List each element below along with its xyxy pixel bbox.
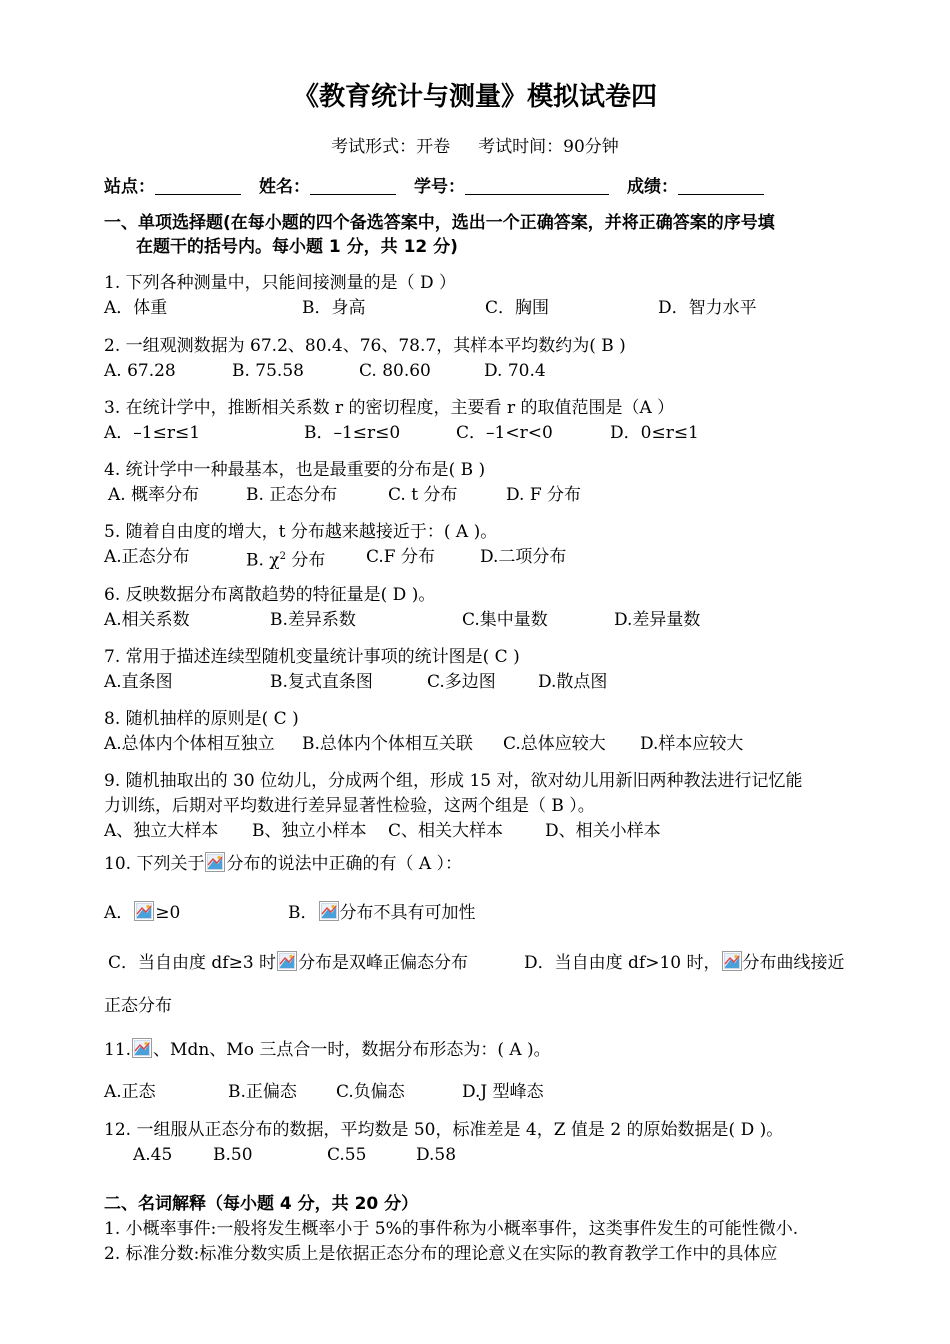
q10-option-d-text-start: D．当自由度 df>10 时， (524, 953, 721, 973)
q10-option-a-label: A． (104, 903, 134, 923)
q10-stem-start: 10. 下列关于 (104, 854, 205, 874)
q10-option-c-text-start: C．当自由度 df≥3 时 (108, 953, 277, 973)
section1-heading-line2: 在题干的括号内。每小题 1 分，共 12 分) (136, 237, 458, 257)
q3-stem: 3. 在统计学中，推断相关系数 r 的密切程度，主要看 r 的取值范围是（A ） (104, 398, 675, 418)
q10-stem-end: 分布的说法中正确的有（ A ）： (226, 854, 463, 874)
q10-option-d-continued: 正态分布 (104, 996, 172, 1016)
q3-option-a: A．–1≤r≤1 (104, 423, 201, 443)
q10-option-b-text: 分布不具有可加性 (339, 903, 476, 923)
q10-option-c (108, 951, 468, 974)
broken-image-icon (132, 1038, 152, 1058)
q8-option-b: B.总体内个体相互关联 (302, 734, 473, 754)
q6-option-d: D.差异量数 (614, 610, 701, 630)
q1-option-b: B．身高 (302, 298, 366, 318)
student-info-row (104, 176, 782, 198)
broken-image-icon (134, 901, 154, 921)
q6-option-c: C.集中量数 (462, 610, 548, 630)
broken-image-icon (277, 951, 297, 971)
q3-option-b: B．–1≤r≤0 (304, 423, 401, 443)
score-label: 成绩： (627, 177, 678, 197)
q8-option-c: C.总体应较大 (503, 734, 606, 754)
id-label: 学号： (414, 177, 465, 197)
q5-option-c: C.F 分布 (366, 547, 436, 567)
broken-image-icon (205, 852, 225, 872)
q11-option-d: D.J 型峰态 (462, 1082, 544, 1102)
q1-option-c: C．胸围 (485, 298, 550, 318)
section2-heading: 二、名词解释（每小题 4 分，共 20 分） (104, 1194, 419, 1214)
exam-form: 考试形式：开卷 (331, 137, 451, 157)
q5-option-b (246, 546, 325, 572)
definition-1: 1. 小概率事件:一般将发生概率小于 5%的事件称为小概率事件，这类事件发生的可能性微小. (104, 1219, 799, 1239)
q1-stem: 1. 下列各种测量中，只能间接测量的是（ D ） (104, 273, 457, 293)
name-label: 姓名： (259, 177, 310, 197)
q5-option-a: A.正态分布 (104, 547, 190, 567)
q4-option-d: D. F 分布 (506, 485, 582, 505)
id-blank (465, 177, 609, 195)
q10-option-d (524, 951, 845, 974)
section1-heading-line1: 一、单项选择题(在每小题的四个备选答案中，选出一个正确答案，并将正确答案的序号填 (104, 213, 775, 233)
station-label: 站点： (104, 177, 155, 197)
q4-stem: 4. 统计学中一种最基本，也是最重要的分布是( B ) (104, 460, 486, 480)
q11-option-a: A.正态 (104, 1082, 156, 1102)
q1-option-a: A．体重 (104, 298, 168, 318)
q11-number: 11. (104, 1040, 132, 1060)
broken-image-icon (319, 901, 339, 921)
q7-stem: 7. 常用于描述连续型随机变量统计事项的统计图是( C ) (104, 647, 520, 667)
score-blank (678, 177, 764, 195)
q4-option-b: B. 正态分布 (246, 485, 338, 505)
q4-option-a: A. 概率分布 (108, 485, 200, 505)
q10-option-b (288, 901, 476, 924)
station-blank (155, 177, 241, 195)
q9-option-a: A、独立大样本 (104, 821, 219, 841)
q7-option-d: D.散点图 (538, 672, 608, 692)
q5-option-d: D.二项分布 (480, 547, 567, 567)
q10-option-a (104, 901, 180, 924)
definition-2: 2. 标准分数:标准分数实质上是依据正态分布的理论意义在实际的教育教学工作中的具体应 (104, 1244, 778, 1264)
q11-option-c: C.负偏态 (336, 1082, 405, 1102)
broken-image-icon (722, 951, 742, 971)
q7-option-a: A.直条图 (104, 672, 173, 692)
q1-option-d: D．智力水平 (658, 298, 757, 318)
q3-option-c: C．–1<r<0 (456, 423, 553, 443)
q5-option-b-superscript: 2 (279, 551, 286, 562)
page-title: 《教育统计与测量》模拟试卷四 (292, 82, 657, 112)
q12-option-c: C.55 (327, 1145, 367, 1165)
q6-option-a: A.相关系数 (104, 610, 190, 630)
name-blank (310, 177, 396, 195)
q10-option-a-text: ≥0 (155, 903, 181, 923)
q10-option-b-label: B． (288, 903, 318, 923)
q8-option-d: D.样本应较大 (640, 734, 744, 754)
q8-stem: 8. 随机抽样的原则是( C ) (104, 709, 299, 729)
q9-option-d: D、相关小样本 (545, 821, 661, 841)
q3-option-d: D．0≤r≤1 (610, 423, 699, 443)
q12-option-b: B.50 (213, 1145, 253, 1165)
q9-stem-line2: 力训练，后期对平均数进行差异显著性检验，这两个组是（ B ）。 (104, 796, 595, 816)
q9-option-b: B、独立小样本 (252, 821, 367, 841)
q6-option-b: B.差异系数 (270, 610, 356, 630)
q7-option-b: B.复式直条图 (270, 672, 373, 692)
q12-stem: 12. 一组服从正态分布的数据，平均数是 50，标准差是 4，Z 值是 2 的原始数据是( D )。 (104, 1120, 784, 1140)
q10-option-c-text-end: 分布是双峰正偏态分布 (298, 953, 469, 973)
q5-option-b-text: B. χ (246, 550, 280, 571)
q7-option-c: C.多边图 (427, 672, 496, 692)
q2-option-a: A. 67.28 (104, 361, 176, 381)
q12-option-a: A.45 (133, 1145, 173, 1165)
q2-stem: 2. 一组观测数据为 67.2、80.4、76、78.7，其样本平均数约为( B ) (104, 336, 626, 356)
q11-stem (104, 1038, 551, 1061)
q2-option-c: C. 80.60 (359, 361, 431, 381)
q9-stem-line1: 9. 随机抽取出的 30 位幼儿，分成两个组，形成 15 对，欲对幼儿用新旧两种教法进行记忆能 (104, 771, 803, 791)
q5-stem: 5. 随着自由度的增大，t 分布越来越接近于：( A )。 (104, 522, 498, 542)
exam-time: 考试时间：90分钟 (478, 137, 619, 157)
q11-option-b: B.正偏态 (228, 1082, 297, 1102)
q8-option-a: A.总体内个体相互独立 (104, 734, 275, 754)
q11-stem-text: 、Mdn、Mo 三点合一时，数据分布形态为：( A )。 (153, 1040, 551, 1060)
exam-meta (0, 136, 950, 158)
q5-option-b-suffix: 分布 (285, 550, 326, 571)
q10-option-d-text-end: 分布曲线接近 (742, 953, 845, 973)
q4-option-c: C. t 分布 (388, 485, 458, 505)
q12-option-d: D.58 (416, 1145, 457, 1165)
q10-stem (104, 852, 462, 875)
q2-option-d: D. 70.4 (484, 361, 546, 381)
q2-option-b: B. 75.58 (232, 361, 304, 381)
q9-option-c: C、相关大样本 (388, 821, 504, 841)
q6-stem: 6. 反映数据分布离散趋势的特征量是( D )。 (104, 585, 436, 605)
